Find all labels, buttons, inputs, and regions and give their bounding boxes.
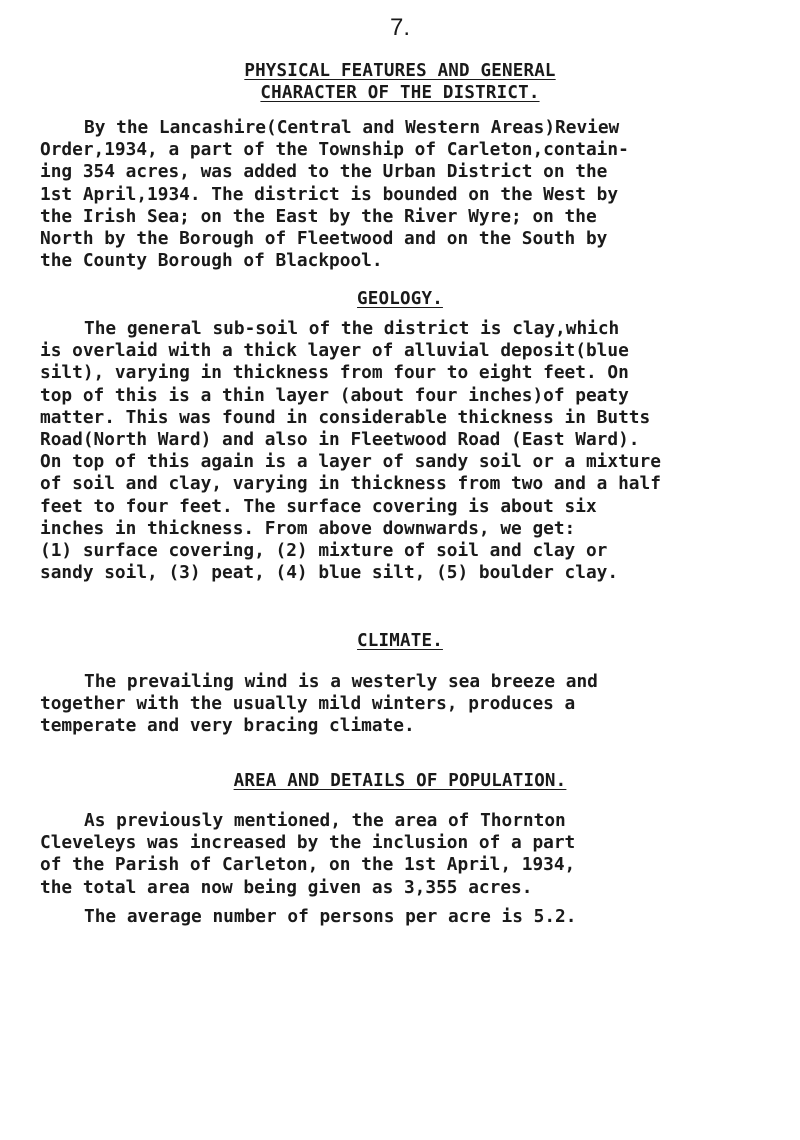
title-line-1: PHYSICAL FEATURES AND GENERAL bbox=[244, 61, 556, 81]
text-line: The prevailing wind is a westerly sea breeze and bbox=[84, 671, 598, 692]
population-heading bbox=[0, 771, 800, 791]
text-line: matter. This was found in considerable thickness in Butts bbox=[40, 406, 651, 428]
geology-heading bbox=[0, 289, 800, 309]
text-line: The general sub-soil of the district is clay,which bbox=[84, 318, 620, 339]
geology-paragraph bbox=[40, 318, 760, 584]
climate-heading bbox=[0, 631, 800, 651]
text-line: Order,1934, a part of the Township of Carleton,contain- bbox=[40, 139, 629, 161]
climate-heading-text: CLIMATE. bbox=[357, 631, 443, 651]
climate-paragraph bbox=[40, 671, 760, 738]
text-line: the total area now being given as 3,355 acres. bbox=[40, 876, 533, 898]
text-line: North by the Borough of Fleetwood and on the South by bbox=[40, 228, 608, 250]
text-line: is overlaid with a thick layer of alluvial deposit(blue bbox=[40, 340, 629, 362]
text-line: Cleveleys was increased by the inclusion of a part bbox=[40, 832, 576, 854]
text-line: (1) surface covering, (2) mixture of soil and clay or bbox=[40, 540, 608, 562]
title-line-2: CHARACTER OF THE DISTRICT. bbox=[260, 83, 540, 103]
text-line: ing 354 acres, was added to the Urban District on the bbox=[40, 161, 608, 183]
text-line: together with the usually mild winters, produces a bbox=[40, 693, 576, 715]
text-line: temperate and very bracing climate. bbox=[40, 715, 415, 737]
text-line: the County Borough of Blackpool. bbox=[40, 250, 383, 272]
text-line: of the Parish of Carleton, on the 1st April, 1934, bbox=[40, 854, 576, 876]
text-line: silt), varying in thickness from four to eight feet. On bbox=[40, 362, 629, 384]
density-paragraph bbox=[40, 906, 760, 928]
text-line: top of this is a thin layer (about four inches)of peaty bbox=[40, 384, 629, 406]
text-line: the Irish Sea; on the East by the River Wyre; on the bbox=[40, 205, 597, 227]
population-paragraph bbox=[40, 810, 760, 899]
text-line: By the Lancashire(Central and Western Areas)Review bbox=[84, 117, 620, 138]
text-line: On top of this again is a layer of sandy soil or a mixture bbox=[40, 451, 661, 473]
geology-heading-text: GEOLOGY. bbox=[357, 289, 443, 309]
page-number: 7. bbox=[389, 14, 410, 41]
intro-paragraph bbox=[40, 117, 760, 272]
text-line: inches in thickness. From above downwards, we get: bbox=[40, 517, 576, 539]
text-line: As previously mentioned, the area of Thornton bbox=[84, 810, 566, 831]
text-line: 1st April,1934. The district is bounded on the West by bbox=[40, 183, 619, 205]
population-heading-text: AREA AND DETAILS OF POPULATION. bbox=[233, 771, 567, 791]
density-line: The average number of persons per acre is 5.2. bbox=[84, 906, 577, 927]
text-line: Road(North Ward) and also in Fleetwood Road (East Ward). bbox=[40, 429, 640, 451]
text-line: of soil and clay, varying in thickness from two and a half bbox=[40, 473, 661, 495]
document-title bbox=[0, 60, 800, 104]
text-line: sandy soil, (3) peat, (4) blue silt, (5) boulder clay. bbox=[40, 562, 619, 584]
text-line: feet to four feet. The surface covering is about six bbox=[40, 495, 597, 517]
